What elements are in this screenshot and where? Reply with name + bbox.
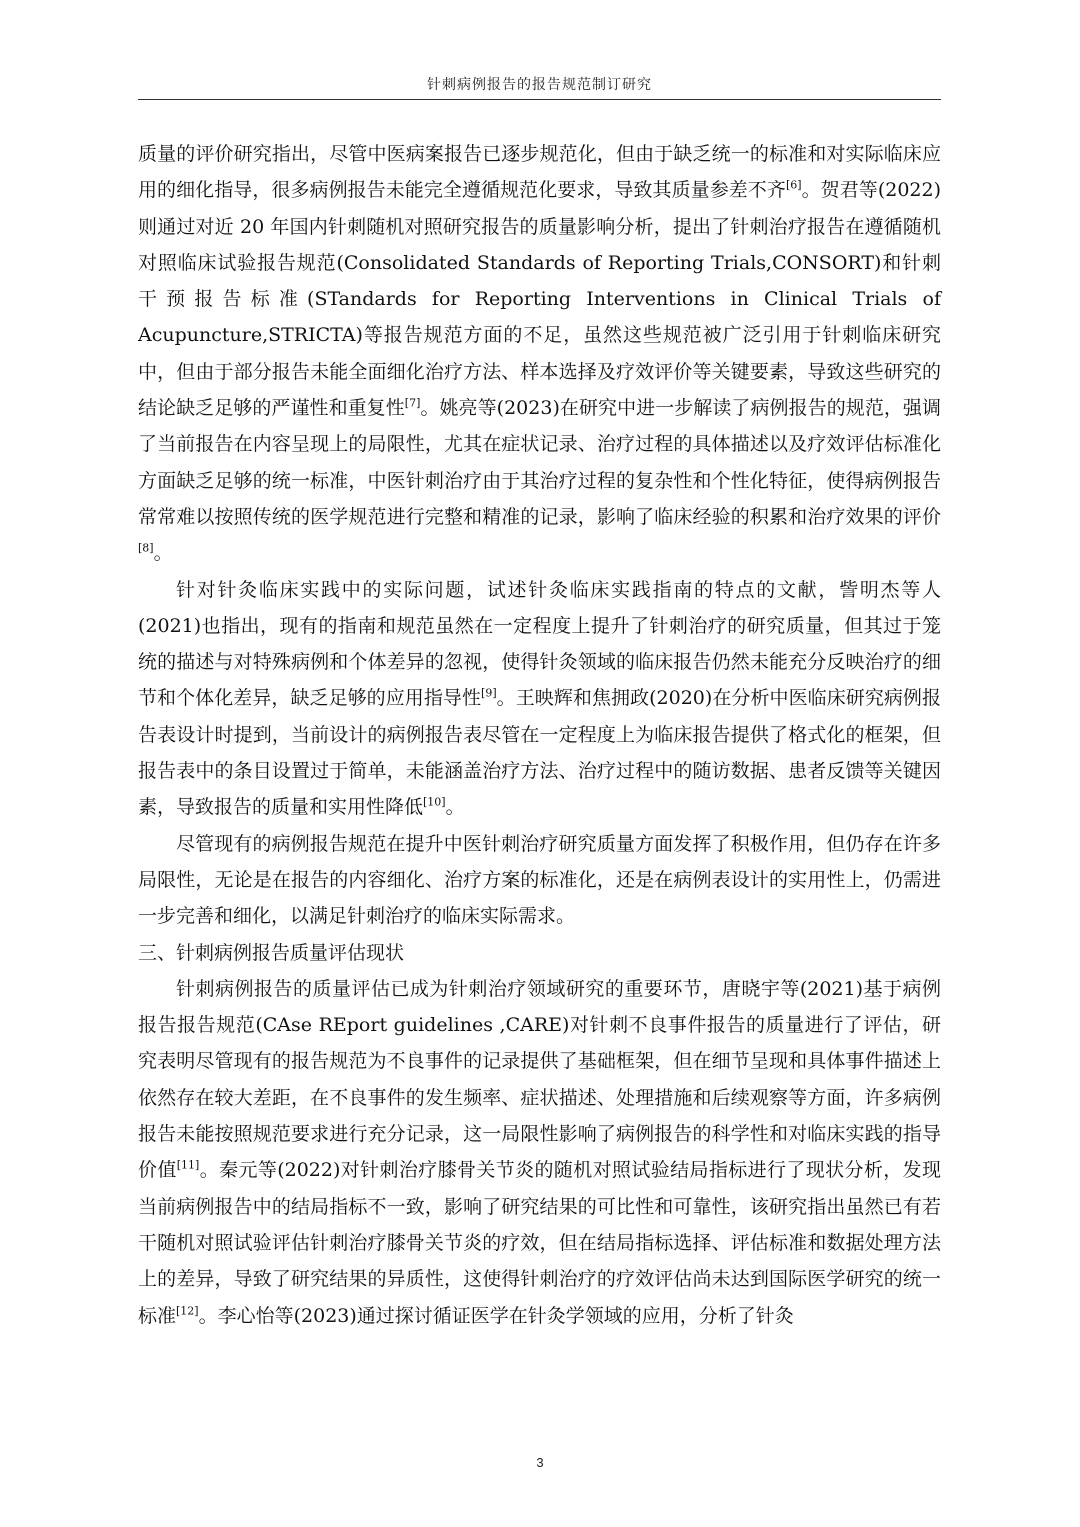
paragraph-3-text-1: 尽管现有的病例报告规范在提升中医针刺治疗研究质量方面发挥了积极作用，但仍存在许多局限性，无论是在报告的内容细化、治疗方案的标准化，还是在病例表设计的实用性上，仍需进一步完善和细化，以满足针刺治疗的临床实际需求。 (138, 832, 941, 928)
paragraph-3 (138, 826, 941, 935)
running-header: 针刺病例报告的报告规范制订研究 (427, 77, 652, 93)
paragraph-2-text-1: 针对针灸临床实践中的实际问题，试述针灸临床实践指南的特点的文献，訾明杰等人(2021)也指出，现有的指南和规范虽然在一定程度上提升了针刺治疗的研究质量，但其过于笼统的描述与对特殊病例和个体差异的忽视，使得针灸领域的临床报告仍然未能充分反映治疗的细节和个体化差异，缺乏足够的应用指导性 (138, 578, 941, 710)
paragraph-1-text-4: 。 (153, 542, 173, 565)
citation-7[interactable]: [7] (404, 396, 421, 410)
paragraph-1-text-1: 质量的评价研究指出，尽管中医病案报告已逐步规范化，但由于缺乏统一的标准和对实际临床应用的细化指导，很多病例报告未能完全遵循规范化要求，导致其质量参差不齐 (138, 143, 941, 202)
paragraph-4-text-1: 针刺病例报告的质量评估已成为针刺治疗领域研究的重要环节，唐晓宇等(2021)基于病例报告报告规范(CAse REport guidelines ,CARE)对针刺不良事件报告的质量进行了评估，研究表明尽管现有的报告规范为不良事件的记录提供了基础框架，但在细节呈现和具体事件描述上依然存在较大差距，在不良事件的发生频率、症状描述、处理措施和后续观察等方面，许多病例报告未能按照规范要求进行充分记录，这一局限性影响了病例报告的科学性和对临床实践的指导价值 (138, 977, 941, 1182)
paragraph-4 (138, 971, 941, 1334)
citation-6[interactable]: [6] (785, 178, 802, 192)
paragraph-2-text-2: 。王映辉和焦拥政(2020)在分析中医临床研究病例报告表设计时提到，当前设计的病例报告表尽管在一定程度上为临床报告提供了格式化的框架，但报告表中的条目设置过于简单，未能涵盖治疗方法、治疗过程中的随访数据、患者反馈等关键因素，导致报告的质量和实用性降低 (138, 687, 941, 819)
paragraph-1-text-2: 。贺君等(2022)则通过对近 20 年国内针刺随机对照研究报告的质量影响分析，提出了针刺治疗报告在遵循随机对照临床试验报告规范(Consolidated Standards of Reporting Trials,CONSORT)和针刺干预报告标准(STandards for Reporting Interventions in Clinical Trials of Acupuncture,STRICTA)等报告规范方面的不足，虽然这些规范被广泛引用于针刺临床研究中，但由于部分报告未能全面细化治疗方法、样本选择及疗效评价等关键要素，导致这些研究的结论缺乏足够的严谨性和重复性 (138, 179, 941, 420)
citation-9[interactable]: [9] (481, 687, 497, 701)
body-text (138, 136, 941, 1334)
paragraph-1 (138, 136, 941, 572)
paragraph-2-text-3: 。 (445, 796, 465, 819)
citation-10[interactable]: [10] (423, 796, 446, 810)
page-number: 3 (536, 1455, 544, 1470)
section-heading: 三、针刺病例报告质量评估现状 (138, 941, 405, 964)
paragraph-2 (138, 572, 941, 826)
citation-11[interactable]: [11] (176, 1158, 200, 1172)
header-divider (138, 99, 941, 100)
paragraph-1-text-3: 。姚亮等(2023)在研究中进一步解读了病例报告的规范，强调了当前报告在内容呈现上的局限性，尤其在症状记录、治疗过程的具体描述以及疗效评估标准化方面缺乏足够的统一标准，中医针刺治疗由于其治疗过程的复杂性和个性化特征，使得病例报告常常难以按照传统的医学规范进行完整和精准的记录，影响了临床经验的积累和治疗效果的评价 (138, 397, 941, 528)
citation-8[interactable]: [8] (138, 541, 154, 555)
citation-12[interactable]: [12] (176, 1304, 199, 1318)
paragraph-4-text-3: 。李心怡等(2023)通过探讨循证医学在针灸学领域的应用，分析了针灸 (198, 1304, 794, 1327)
paragraph-4-text-2: 。秦元等(2022)对针刺治疗膝骨关节炎的随机对照试验结局指标进行了现状分析，发现当前病例报告中的结局指标不一致，影响了研究结果的可比性和可靠性，该研究指出虽然已有若干随机对照试验评估针刺治疗膝骨关节炎的疗效，但在结局指标选择、评估标准和数据处理方法上的差异，导致了研究结果的异质性，这使得针刺治疗的疗效评估尚未达到国际医学研究的统一标准 (138, 1159, 941, 1327)
